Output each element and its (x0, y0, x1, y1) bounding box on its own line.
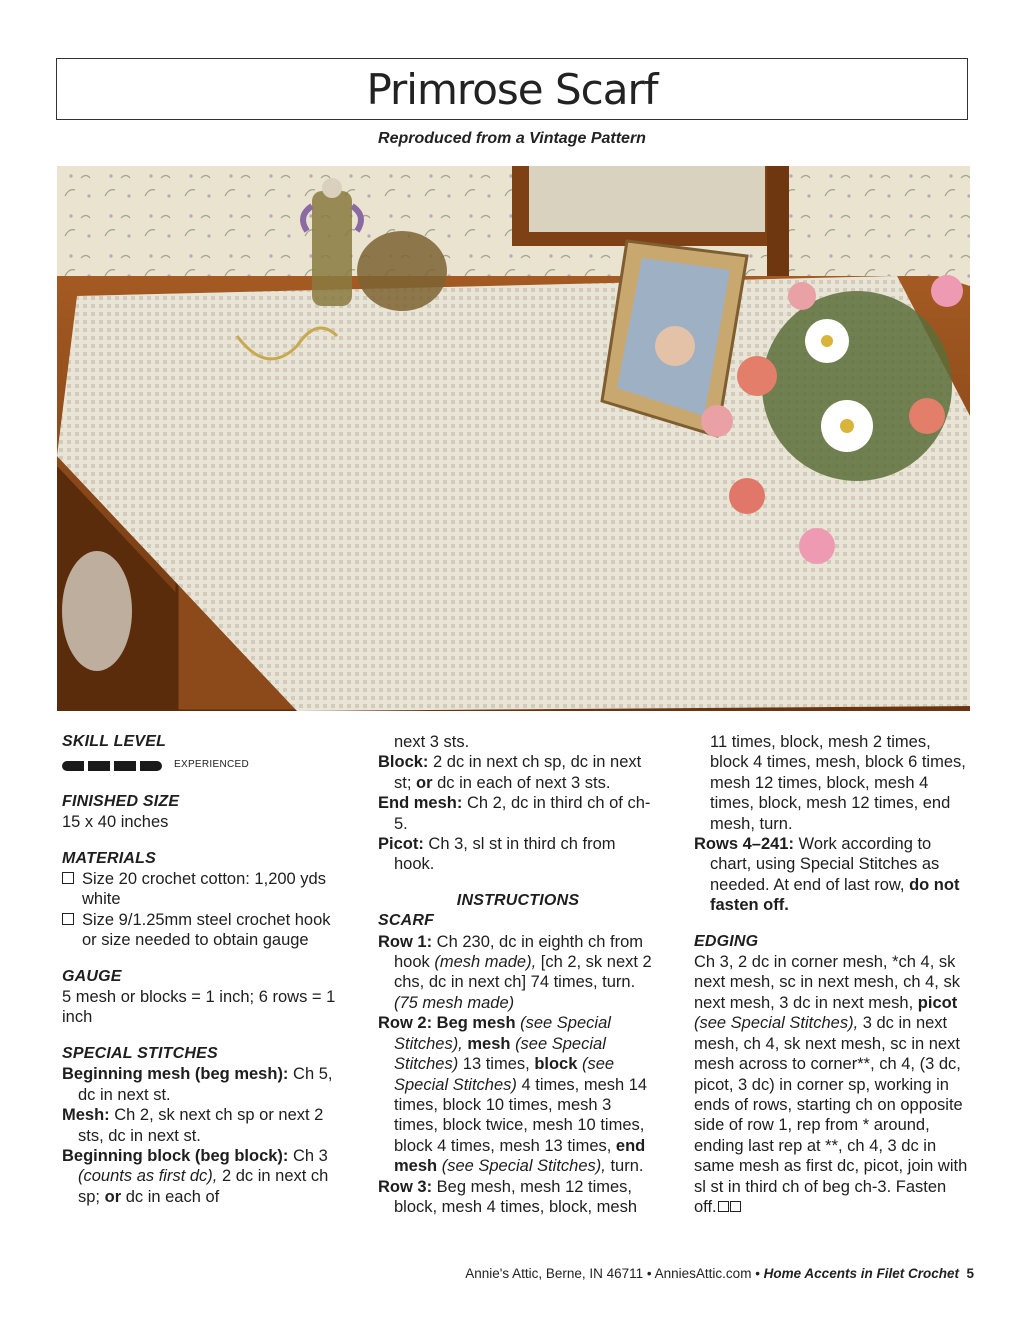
end-mark-icon (718, 1201, 729, 1212)
end-mark-icon (730, 1201, 741, 1212)
finished-size-text: 15 x 40 inches (62, 813, 169, 832)
row-3-cont: 11 times, block, mesh 2 times, block 4 times, mesh, block 6 times, mesh 12 times, block, mesh 4 times, block, mesh 12 times, end mesh, turn. (710, 733, 966, 833)
stitch-block: Block: 2 dc in next ch sp, dc in next st; or dc in each of next 3 sts. (378, 753, 642, 792)
stitch-beg-mesh: Beginning mesh (beg mesh): Ch 5, dc in next st. (62, 1065, 333, 1104)
skill-level-heading: SKILL LEVEL (62, 733, 167, 750)
finished-size-heading: FINISHED SIZE (62, 792, 180, 810)
skill-level-indicator (62, 755, 344, 775)
scarf-heading: SCARF (378, 912, 435, 930)
stitch-mesh: Mesh: Ch 2, sk next ch sp or next 2 sts, dc in next st. (62, 1106, 324, 1145)
materials-item: Size 20 crochet cotton: 1,200 yds white (62, 869, 344, 910)
edging-text: Ch 3, 2 dc in corner mesh, *ch 4, sk next mesh, sc in next mesh, ch 4, sk next mesh, 3 dc in next mesh, picot (see Special Stitches), 3 dc in next mesh, ch 4, sk next mesh, sc in next mesh across to corner**, ch 4, (3 dc, picot, 3 dc) in corner sp, working in ends of rows, starting ch on opposite side of row 1, rep from * around, ending last rep at **, ch 4, 3 dc in same mesh as first dc, picot, join with sl st in third ch of beg ch-3. Fasten off. (694, 953, 968, 1216)
skill-level-label: EXPERIENCED (174, 759, 249, 771)
gauge-text: 5 mesh or blocks = 1 inch; 6 rows = 1 inch (62, 988, 336, 1027)
skill-bar (114, 761, 136, 771)
stitch-beg-block-cont: next 3 sts. (394, 733, 470, 751)
scarf-photo-illustration (57, 166, 970, 711)
stitch-end-mesh: End mesh: Ch 2, dc in third ch of ch-5. (378, 794, 651, 833)
subtitle: Reproduced from a Vintage Pattern (378, 130, 646, 147)
checkbox-icon (62, 872, 74, 884)
column-2 (378, 732, 658, 1217)
skill-bar (140, 761, 162, 771)
book-title: Home Accents in Filet Crochet (763, 1266, 959, 1281)
row-1: Row 1: Ch 230, dc in eighth ch from hook (mesh made), [ch 2, sk next 2 chs, dc in next ch] 74 times, turn. (75 mesh made) (378, 932, 652, 1012)
row-3: Row 3: Beg mesh, mesh 12 times, block, mesh 4 times, block, mesh (378, 1177, 638, 1216)
title-box (56, 58, 968, 120)
gauge-heading: GAUGE (62, 967, 122, 985)
stitch-beg-block: Beginning block (beg block): Ch 3 (counts as first dc), 2 dc in next ch sp; or dc in each of (62, 1146, 329, 1206)
checkbox-icon (62, 913, 74, 925)
page-number: 5 (966, 1266, 974, 1281)
page-footer: Annie's Attic, Berne, IN 46711 • AnniesAttic.com • Home Accents in Filet Crochet 5 (465, 1266, 974, 1281)
column-1 (62, 732, 344, 1207)
edging-heading: EDGING (694, 932, 759, 950)
instructions-heading: INSTRUCTIONS (456, 891, 580, 909)
skill-bar (62, 761, 84, 771)
row-2: Row 2: Beg mesh (see Special Stitches), mesh (see Special Stitches) 13 times, block (see Special Stitches) 4 times, mesh 14 times, block 10 times, mesh 3 times, block twice, mesh 10 times, block 4 times, mesh 13 times, end mesh (see Special Stitches), turn. (378, 1014, 648, 1176)
skill-bar (88, 761, 110, 771)
materials-heading: MATERIALS (62, 849, 156, 867)
page-title: Primrose Scarf (366, 65, 658, 114)
materials-item: Size 9/1.25mm steel crochet hook or size needed to obtain gauge (62, 910, 344, 951)
column-3 (694, 732, 972, 1217)
special-stitches-heading: SPECIAL STITCHES (62, 1044, 218, 1062)
scarf-photo (57, 166, 970, 711)
stitch-picot: Picot: Ch 3, sl st in third ch from hook. (378, 835, 616, 874)
rows-4-241: Rows 4–241: Work according to chart, using Special Stitches as needed. At end of last row, do not fasten off. (694, 835, 960, 915)
